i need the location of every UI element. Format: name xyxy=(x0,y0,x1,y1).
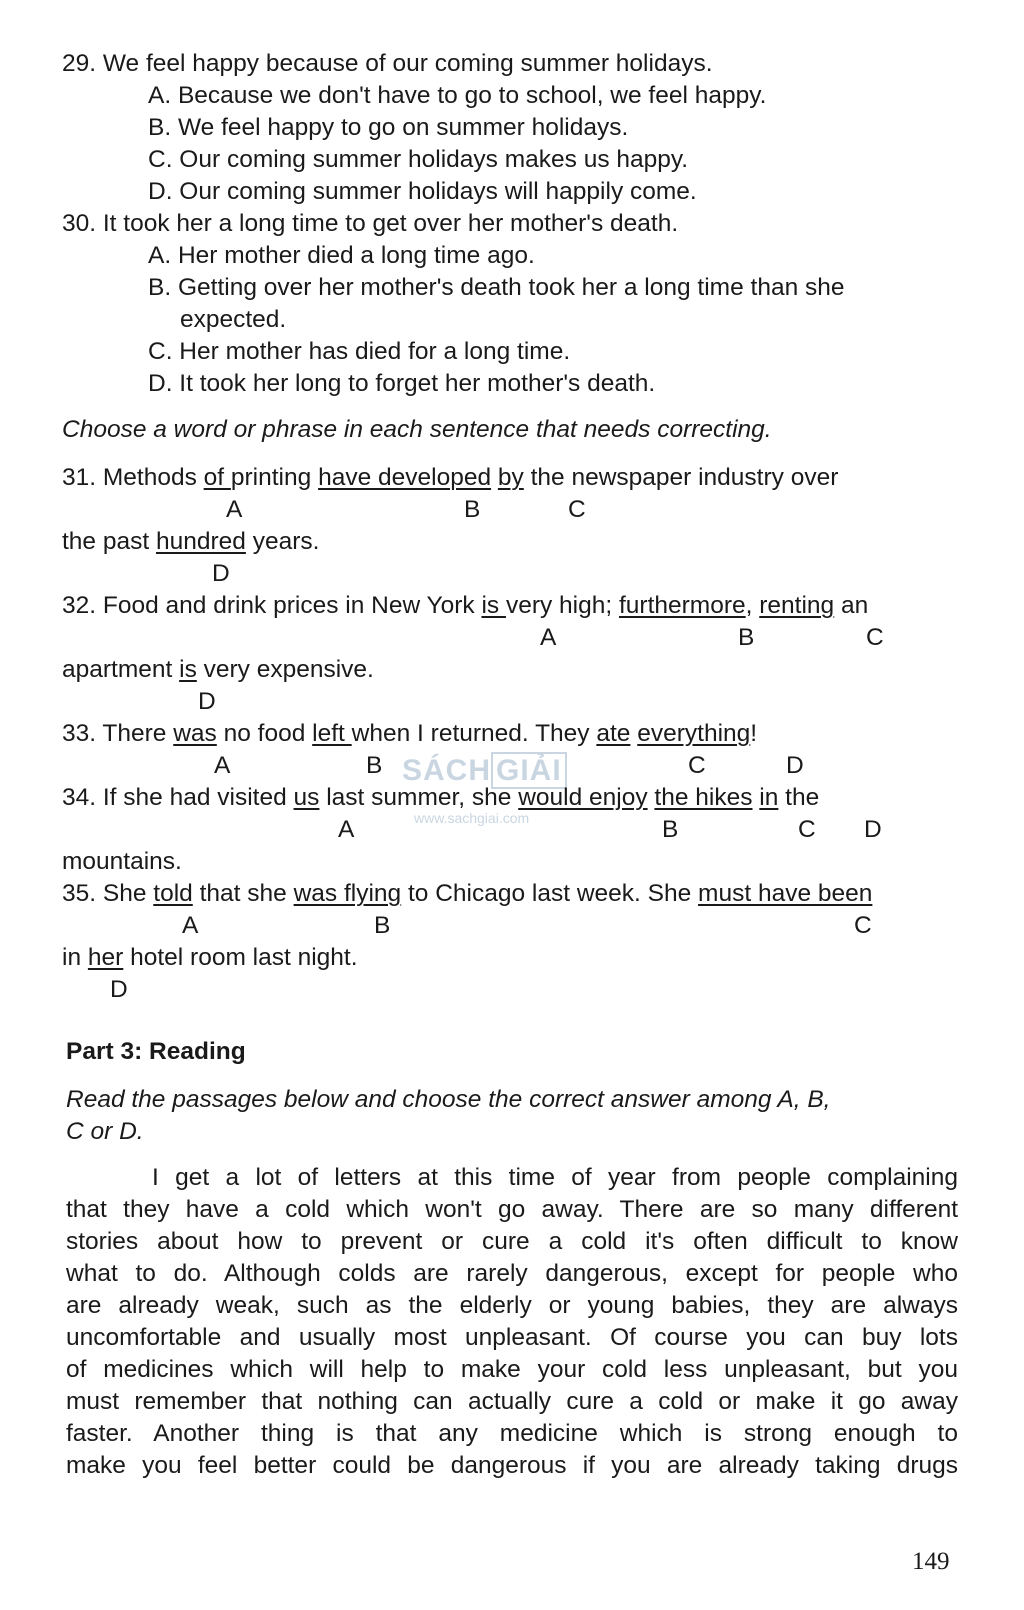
q31-text xyxy=(491,464,498,491)
q35-line2 xyxy=(62,942,358,974)
q31-line2 xyxy=(62,526,319,558)
part3-instruction: Read the passages below and choose the correct answer among A, B, xyxy=(66,1086,831,1113)
q31-underline-d: hundred xyxy=(155,528,246,555)
q34-underline-b: would enjoy xyxy=(518,784,648,811)
page-number: 149 xyxy=(912,1548,950,1575)
q32-text: 32. Food and drink prices in New York xyxy=(62,592,482,619)
q32-text: very expensive. xyxy=(196,656,374,683)
q33-line1 xyxy=(62,718,757,750)
q31-text: 31. Methods xyxy=(62,464,204,491)
error-correction-instruction: Choose a word or phrase in each sentence that needs correcting. xyxy=(62,416,772,443)
q35-underline-d: her xyxy=(87,944,124,971)
q33-underline-a: was xyxy=(173,720,217,747)
q31-text: the newspaper industry over xyxy=(523,464,839,491)
q29-stem: 29. We feel happy because of our coming summer holidays. xyxy=(62,50,713,77)
q29-option-b: B. We feel happy to go on summer holidays. xyxy=(148,114,629,141)
q31-letter-b: B xyxy=(464,496,481,523)
q30-stem: 30. It took her a long time to get over her mother's death. xyxy=(62,210,679,237)
passage-line: that they have a cold which won't go away. There are so many different xyxy=(66,1196,958,1223)
q33-letter-a: A xyxy=(214,752,231,779)
q35-text: 35. She xyxy=(62,880,154,907)
q34-line2: mountains. xyxy=(62,848,182,875)
q31-underline-c: by xyxy=(497,464,524,491)
q34-text: 34. If she had visited xyxy=(62,784,294,811)
reading-passage xyxy=(66,1162,958,1482)
q35-letter-c: C xyxy=(854,912,872,939)
q32-text: very high; xyxy=(505,592,619,619)
q35-text: that she xyxy=(192,880,294,907)
q33-text: when I returned. They xyxy=(351,720,597,747)
q31-letter-d: D xyxy=(212,560,230,587)
q31-text: years. xyxy=(245,528,320,555)
passage-line: of medicines which will help to make your cold less unpleasant, but you xyxy=(66,1356,958,1383)
q32-underline-a: is xyxy=(481,592,506,619)
q31-text: the past xyxy=(62,528,156,555)
q33-underline-b: left xyxy=(312,720,352,747)
q31-underline-b: have developed xyxy=(318,464,492,491)
q35-underline-c: must have been xyxy=(698,880,873,907)
q34-underline-a: us xyxy=(293,784,320,811)
q29-option-a: A. Because we don't have to go to school, we feel happy. xyxy=(148,82,767,109)
q32-letter-b: B xyxy=(738,624,755,651)
q33-underline-c: ate xyxy=(596,720,631,747)
q35-line1 xyxy=(62,878,872,910)
q29-option-d: D. Our coming summer holidays will happily come. xyxy=(148,178,697,205)
q31-line1 xyxy=(62,462,838,494)
q31-letter-a: A xyxy=(226,496,243,523)
q35-text: in xyxy=(62,944,88,971)
watermark-text-boxed: GIẢI xyxy=(491,752,567,789)
q32-letter-a: A xyxy=(540,624,557,651)
q30-option-b: B. Getting over her mother's death took her a long time than she xyxy=(148,274,845,301)
q31-underline-a: of xyxy=(203,464,231,491)
q33-text: ! xyxy=(750,720,758,747)
q32-letter-c: C xyxy=(866,624,884,651)
q32-text: an xyxy=(834,592,869,619)
q32-underline-b: furthermore xyxy=(619,592,746,619)
part3-heading: Part 3: Reading xyxy=(66,1038,246,1065)
q33-underline-d: everything xyxy=(637,720,751,747)
passage-line: must remember that nothing can actually cure a cold or make it go away xyxy=(66,1388,958,1415)
watermark-url: www.sachgiai.com xyxy=(414,810,530,826)
q33-text: 33. There xyxy=(62,720,174,747)
q34-underline-c: the hikes xyxy=(654,784,753,811)
q32-text: apartment xyxy=(62,656,180,683)
q35-letter-d: D xyxy=(110,976,128,1003)
q35-letter-b: B xyxy=(374,912,391,939)
q34-line1 xyxy=(62,782,819,814)
passage-line: uncomfortable and usually most unpleasant. Of course you can buy lots xyxy=(66,1324,958,1351)
q30-option-a: A. Her mother died a long time ago. xyxy=(148,242,535,269)
q34-underline-d: in xyxy=(759,784,779,811)
q33-letter-c: C xyxy=(688,752,706,779)
passage-line: what to do. Although colds are rarely dangerous, except for people who xyxy=(66,1260,958,1287)
q34-text: the xyxy=(778,784,820,811)
q30-option-c: C. Her mother has died for a long time. xyxy=(148,338,571,365)
q35-letter-a: A xyxy=(182,912,199,939)
passage-line: faster. Another thing is that any medicine which is strong enough to xyxy=(66,1420,958,1447)
q29-option-c: C. Our coming summer holidays makes us happy. xyxy=(148,146,689,173)
passage-line: stories about how to prevent or cure a cold it's often difficult to know xyxy=(66,1228,958,1255)
q33-letter-d: D xyxy=(786,752,804,779)
q30-option-b-cont: expected. xyxy=(180,306,287,333)
q32-letter-d: D xyxy=(198,688,216,715)
q32-line1 xyxy=(62,590,868,622)
passage-line: are already weak, such as the elderly or young babies, they are always xyxy=(66,1292,958,1319)
q33-text: no food xyxy=(216,720,313,747)
q32-underline-d: is xyxy=(179,656,197,683)
q31-text: printing xyxy=(230,464,319,491)
passage-line: make you feel better could be dangerous if you are already taking drugs xyxy=(66,1452,958,1479)
q34-letter-a: A xyxy=(338,816,355,843)
q34-letter-c: C xyxy=(798,816,816,843)
part3-instruction-cont: C or D. xyxy=(66,1118,144,1145)
q30-option-d: D. It took her long to forget her mother's death. xyxy=(148,370,656,397)
q32-text: , xyxy=(745,592,760,619)
q35-text: hotel room last night. xyxy=(123,944,358,971)
q32-underline-c: renting xyxy=(759,592,835,619)
q35-text: to Chicago last week. She xyxy=(401,880,699,907)
passage-line: I get a lot of letters at this time of year from people complaining xyxy=(152,1164,958,1191)
q35-underline-b: was flying xyxy=(293,880,402,907)
q32-line2 xyxy=(62,654,374,686)
q34-letter-d: D xyxy=(864,816,882,843)
watermark-text: SÁCH xyxy=(402,754,492,787)
q35-underline-a: told xyxy=(153,880,193,907)
q34-letter-b: B xyxy=(662,816,679,843)
q33-letter-b: B xyxy=(366,752,383,779)
q31-letter-c: C xyxy=(568,496,586,523)
q34-text: last summer, she xyxy=(319,784,519,811)
